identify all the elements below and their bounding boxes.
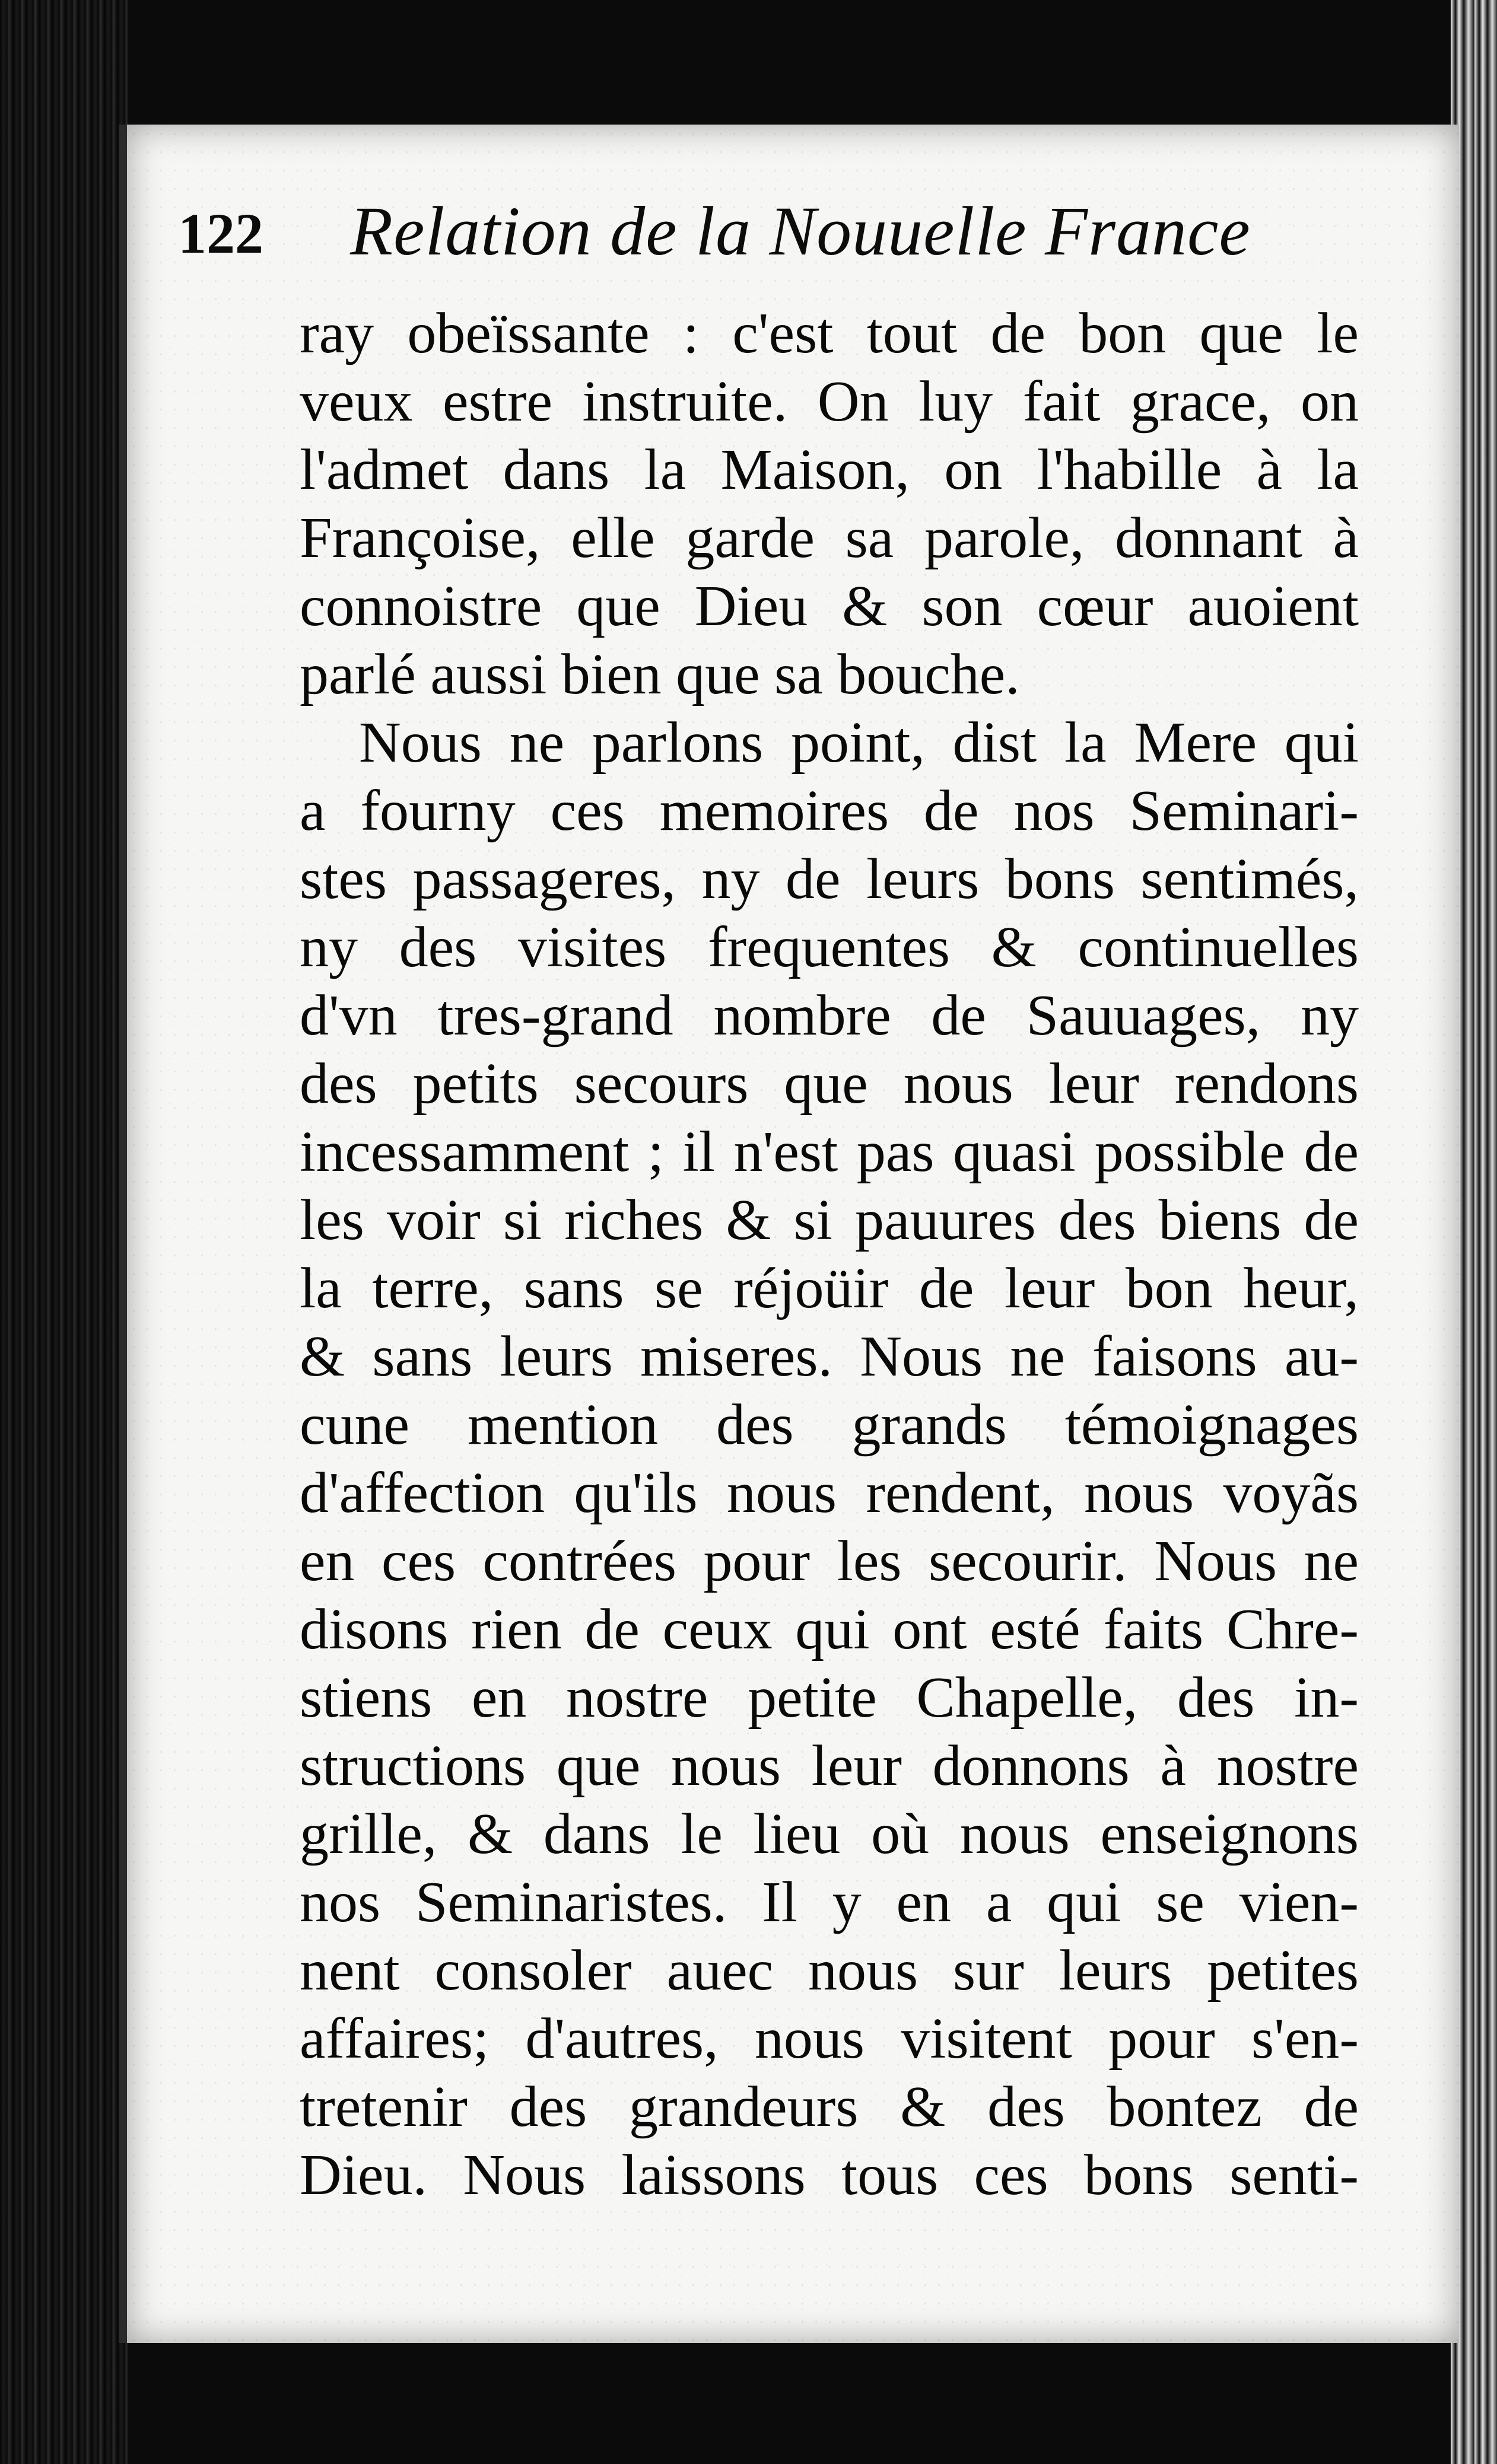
text-line: nent consoler auec nous sur leurs petites	[300, 1938, 1359, 2003]
text-line: grille, & dans le lieu où nous enseignons	[300, 1802, 1359, 1866]
text-line: Nous ne parlons point, dist la Mere qui	[359, 711, 1359, 775]
text-line: d'affection qu'ils nous rendent, nous voyãs	[300, 1461, 1359, 1525]
text-line: veux estre instruite. On luy fait grace, on	[300, 370, 1359, 434]
text-line: Françoise, elle garde sa parole, donnant à	[300, 506, 1359, 570]
text-line: stes passageres, ny de leurs bons sentimés,	[300, 847, 1359, 911]
text-line: ny des visites frequentes & continuelles	[300, 915, 1359, 979]
body-text	[300, 300, 1359, 2210]
text-line: a fourny ces memoires de nos Seminari-	[300, 779, 1359, 843]
text-line: incessamment ; il n'est pas quasi possible de	[300, 1120, 1359, 1184]
book-gutter-left	[0, 0, 128, 2464]
text-line: affaires; d'autres, nous visitent pour s'en-	[300, 2007, 1359, 2071]
text-line: Dieu. Nous laissons tous ces bons senti-	[300, 2143, 1359, 2207]
page-number: 122	[178, 202, 263, 265]
text-line: la terre, sans se réjoüir de leur bon heur,	[300, 1256, 1359, 1320]
text-line: d'vn tres-grand nombre de Sauuages, ny	[300, 983, 1359, 1048]
page-header	[178, 189, 1353, 278]
text-line: des petits secours que nous leur rendons	[300, 1052, 1359, 1116]
text-line: stiens en nostre petite Chapelle, des in-	[300, 1666, 1359, 1730]
text-line: en ces contrées pour les secourir. Nous ne	[300, 1529, 1359, 1593]
text-line: disons rien de ceux qui ont esté faits Chre-	[300, 1597, 1359, 1661]
text-line: connoistre que Dieu & son cœur auoient	[300, 574, 1359, 638]
text-line: ray obeïssante : c'est tout de bon que le	[300, 301, 1359, 365]
text-line: les voir si riches & si pauures des biens de	[300, 1188, 1359, 1252]
running-title: Relation de la Nouuelle France	[350, 192, 1251, 270]
text-line: l'admet dans la Maison, on l'habille à la	[300, 438, 1359, 502]
text-line: structions que nous leur donnons à nostre	[300, 1734, 1359, 1798]
text-line: cune mention des grands témoignages	[300, 1393, 1359, 1457]
text-line: & sans leurs miseres. Nous ne faisons au-	[300, 1325, 1359, 1389]
text-line: tretenir des grandeurs & des bontez de	[300, 2075, 1359, 2139]
text-line: parlé aussi bien que sa bouche.	[300, 642, 1020, 706]
text-line: nos Seminaristes. Il y en a qui se vien-	[300, 1870, 1359, 1934]
